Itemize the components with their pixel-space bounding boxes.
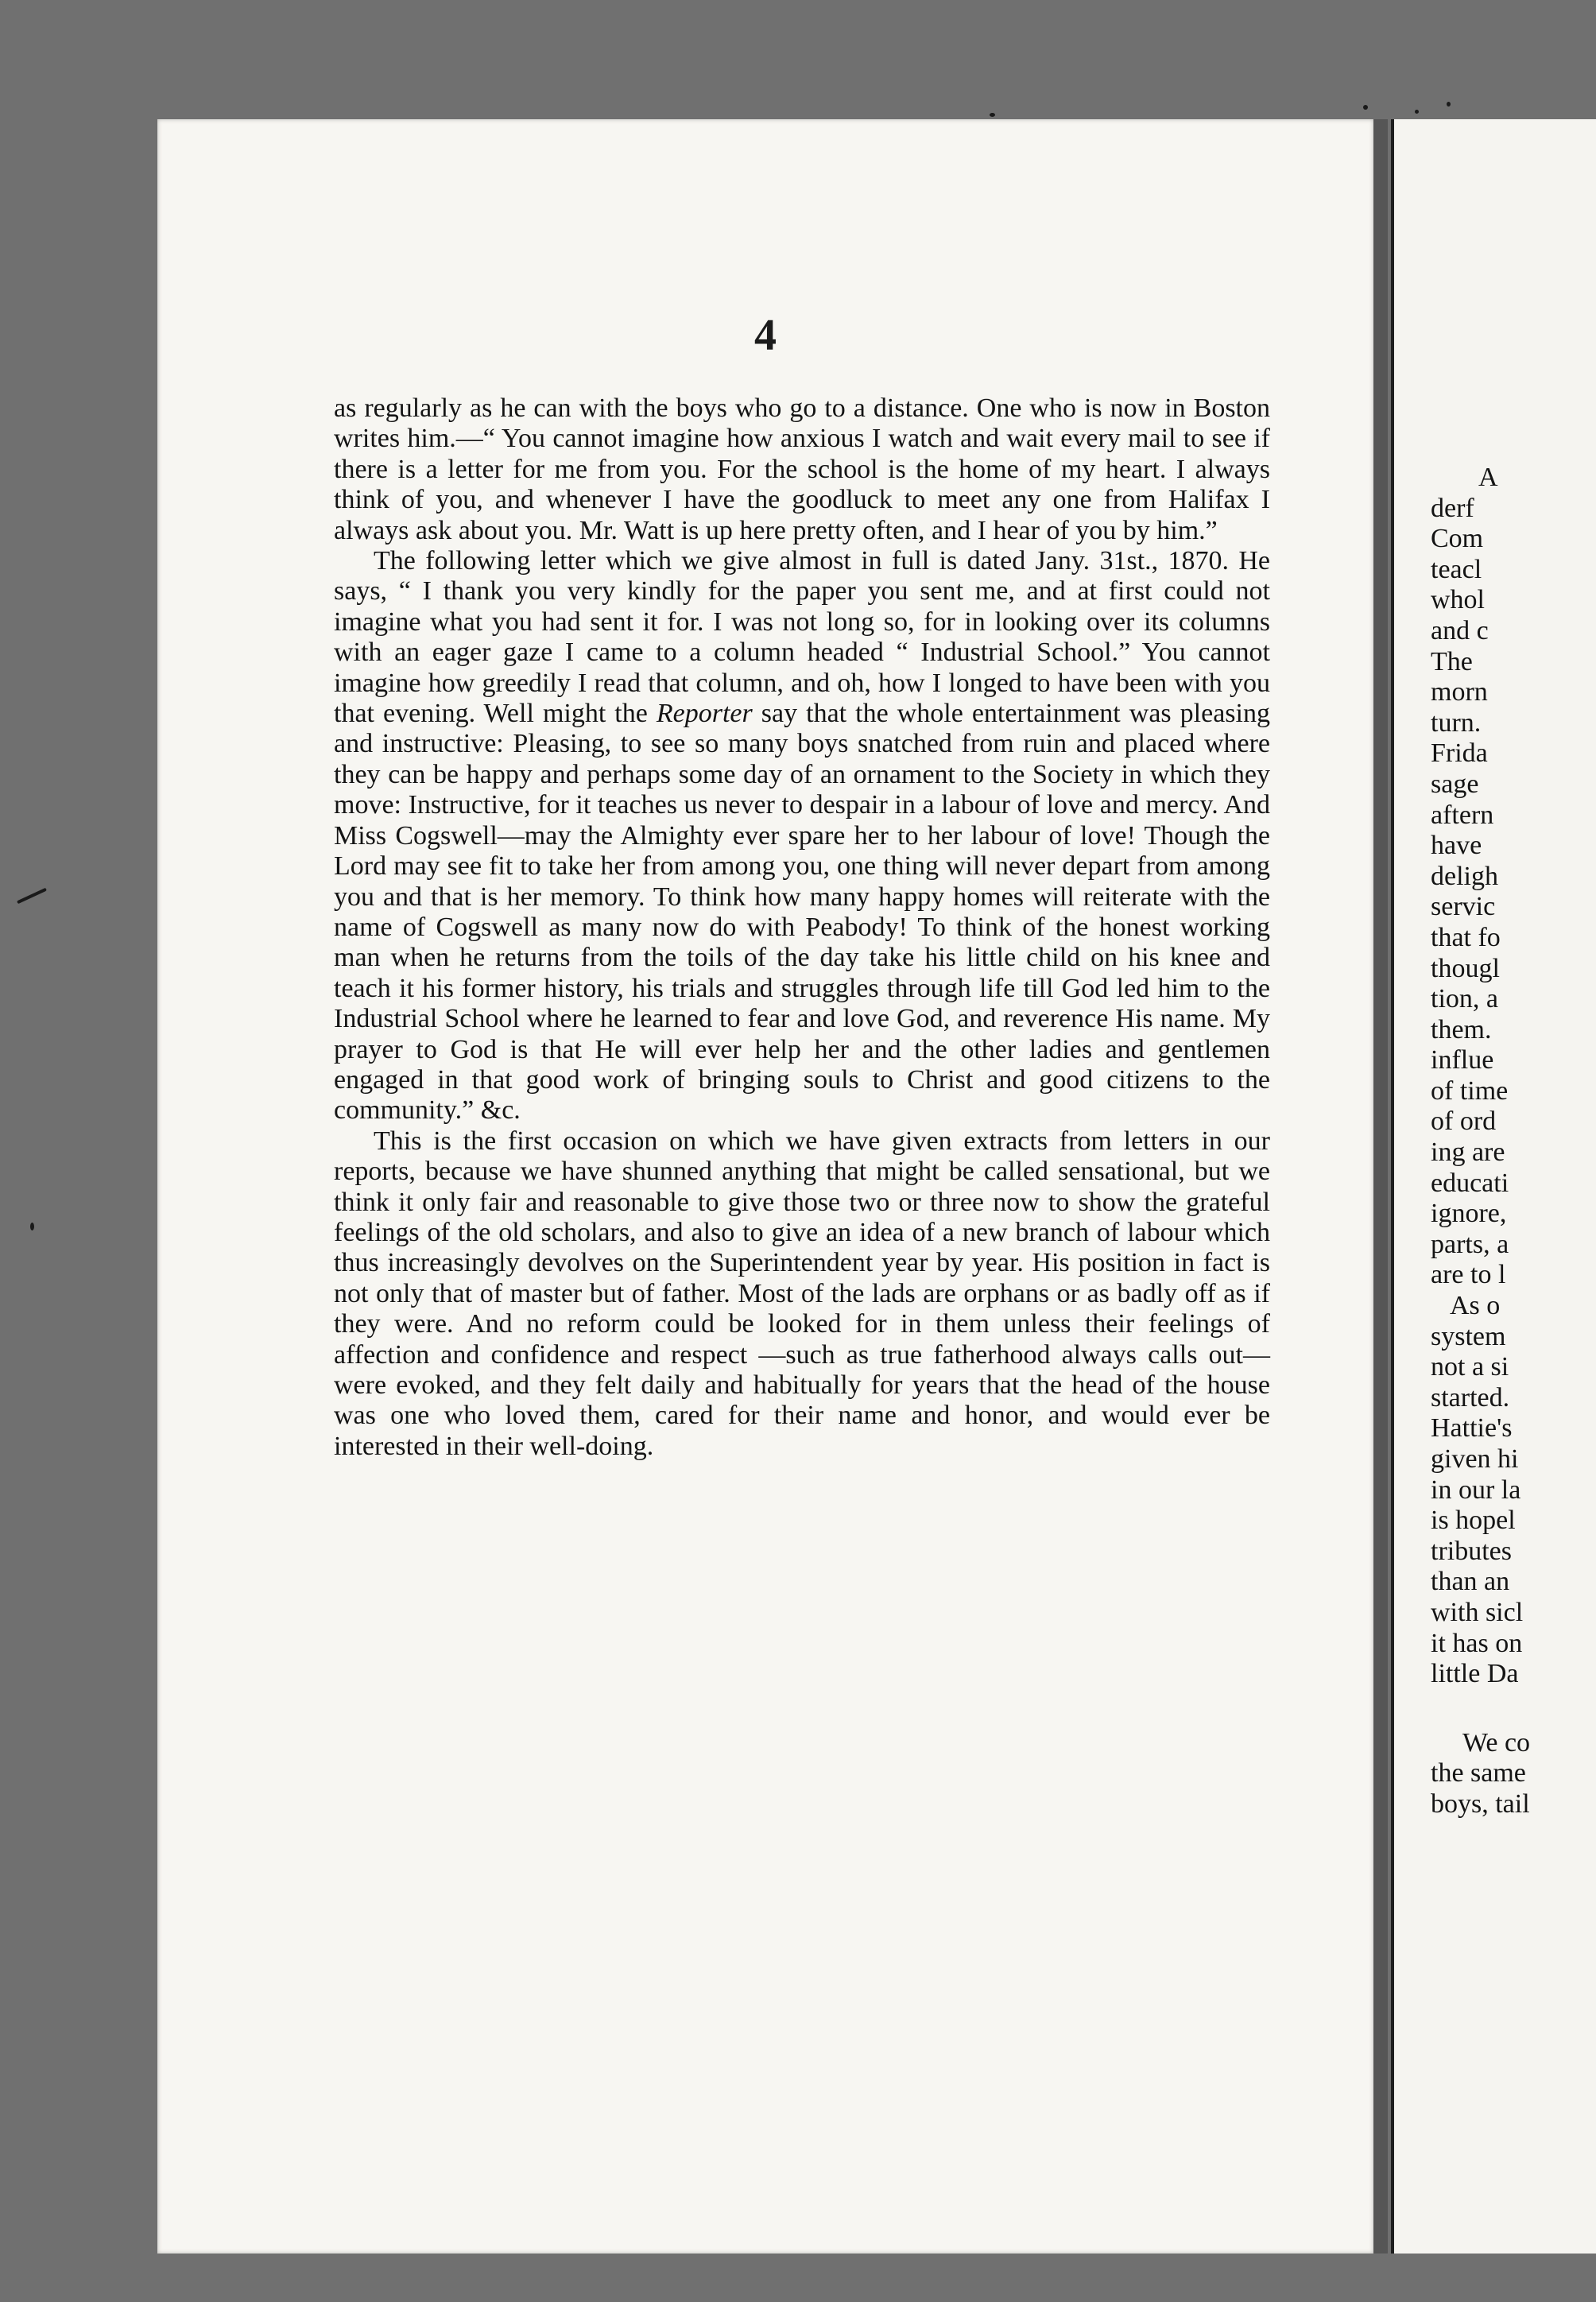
right-page-line: thougl	[1431, 953, 1500, 983]
right-page-line: the same	[1431, 1758, 1526, 1789]
left-page	[157, 119, 1373, 2254]
right-page-line: sage	[1431, 769, 1479, 799]
scan-speck	[1415, 110, 1419, 114]
right-page-line: little Da	[1431, 1659, 1519, 1689]
right-page-line: teacl	[1431, 554, 1482, 584]
body-text	[334, 393, 1270, 1462]
paragraph-1: as regularly as he can with the boys who go to a distance. One who is now in Boston writes him.—“ You cannot imagine how anxious I watch and wait every mail to see if there is a letter for me from you. For the school is the home of my heart. I always think of you, and whenever I have the goodluck to meet any one from Halifax I always ask about you. Mr. Watt is up here pretty often, and I hear of you by him.”	[334, 393, 1270, 545]
right-page-line: given hi	[1431, 1444, 1519, 1474]
right-page-line: The	[1431, 646, 1473, 676]
page-gutter	[1373, 119, 1388, 2254]
scan-speck	[1447, 102, 1451, 107]
right-page-line: parts, a	[1431, 1229, 1509, 1259]
right-page-line: started.	[1431, 1382, 1510, 1413]
right-page-line: that fo	[1431, 922, 1501, 952]
paragraph-3: This is the first occasion on which we have given extracts from letters in our reports, because we have shunned anything that might be called sensational, but we think it only fair and reasonable to give those two or three now to show the grateful feelings of the old scholars, and also to give an idea of a new branch of labour which thus increasingly devolves on the Superintendent year by year. His position in fact is not only that of master but of father. Most of the lads are orphans or as badly off as if they were. And no reform could be looked for in them unless their feelings of affection and confidence and respect —such as true fatherhood always calls out—were evoked, and they felt daily and habitually for years that the head of the house was one who loved them, cared for their name and honor, and would ever be interested in their well-doing.	[334, 1126, 1270, 1461]
right-page-line: Frida	[1431, 738, 1488, 769]
right-page-line: influe	[1431, 1045, 1494, 1075]
right-page-line: ing are	[1431, 1137, 1505, 1168]
right-page-line: We co	[1462, 1727, 1531, 1758]
scan-speck	[1363, 105, 1368, 110]
gutter-line	[1391, 119, 1394, 2254]
italic-reporter: Reporter	[656, 699, 753, 729]
right-page-line: As o	[1450, 1291, 1501, 1321]
right-page-line: turn.	[1431, 707, 1482, 738]
right-page-line: tion, a	[1431, 984, 1498, 1014]
paragraph-2-part-2: say that the whole entertainment was pleasing and instructive: Pleasing, to see so many boys snatched from ruin and placed where they can be happy and perhaps some day of an ornament to the Society in which they move: Instructive, for it teaches us never to despair in a labour of love and mercy. And Miss Cogswell—may the Almighty ever spare her to her labour of love! Though the Lord may see fit to take her from among you, one thing will never depart from among you and that is her memory. To think how many happy homes will reiterate with the name of Cogswell as many now do with Peabody! To think of the honest working man when he returns from the toils of the day take his little child on his knee and teach it his former history, his trials and struggles through life till God led him to the Industrial School where he learned to fear and love God, and reverence His name. My prayer to God is that He will ever help her and the other ladies and gentlemen engaged in that good work of bringing souls to Christ and good citizens to the community.” &c.	[334, 699, 1270, 1126]
right-page-line: them.	[1431, 1014, 1492, 1044]
right-page-line: A	[1478, 463, 1498, 492]
right-page-line: boys, tail	[1431, 1789, 1530, 1819]
right-page	[1394, 119, 1596, 2254]
right-page-line: deligh	[1431, 861, 1498, 891]
right-page-line: system	[1431, 1321, 1506, 1351]
right-page-line: educati	[1431, 1168, 1509, 1198]
right-page-line: in our la	[1431, 1475, 1521, 1505]
right-page-line: of time	[1431, 1075, 1509, 1106]
right-page-line: derf	[1431, 493, 1474, 523]
right-page-line: than an	[1431, 1567, 1510, 1597]
paragraph-2	[334, 546, 1270, 1126]
right-page-text	[1431, 463, 1596, 1820]
paragraph-2-part-1: The following letter which we give almost in full is dated Jany. 31st., 1870. He says, “ I thank you very kindly for the paper you sent me, and at first could not imagine what you had sent it for. I was not long so, for in looking over its columns with an eager gaze I came to a column headed “ Industrial School.” You cannot imagine how greedily I read that column, and oh, how I longed to have been with you that evening. Well might the	[334, 546, 1270, 729]
page-number: 4	[754, 311, 777, 360]
right-page-line: morn	[1431, 677, 1488, 707]
right-page-line: is hopel	[1431, 1506, 1516, 1536]
scan-speck	[30, 1223, 34, 1230]
right-page-line: it has on	[1431, 1628, 1523, 1658]
right-page-line: Com	[1431, 524, 1484, 554]
right-page-gap	[1431, 1690, 1596, 1728]
right-page-line: servic	[1431, 892, 1496, 922]
right-page-line: ignore,	[1431, 1199, 1507, 1229]
scan-speck	[990, 113, 995, 117]
right-page-line: and c	[1431, 615, 1489, 645]
right-page-line: are to l	[1431, 1260, 1506, 1290]
right-page-line: aftern	[1431, 800, 1494, 830]
right-page-line: tributes	[1431, 1536, 1512, 1566]
right-page-line: of ord	[1431, 1106, 1497, 1137]
right-page-line: whol	[1431, 585, 1485, 615]
right-page-line: with sicl	[1431, 1597, 1524, 1627]
right-page-line: have	[1431, 831, 1482, 861]
right-page-line: not a si	[1431, 1352, 1509, 1382]
right-page-line: Hattie's	[1431, 1413, 1513, 1444]
